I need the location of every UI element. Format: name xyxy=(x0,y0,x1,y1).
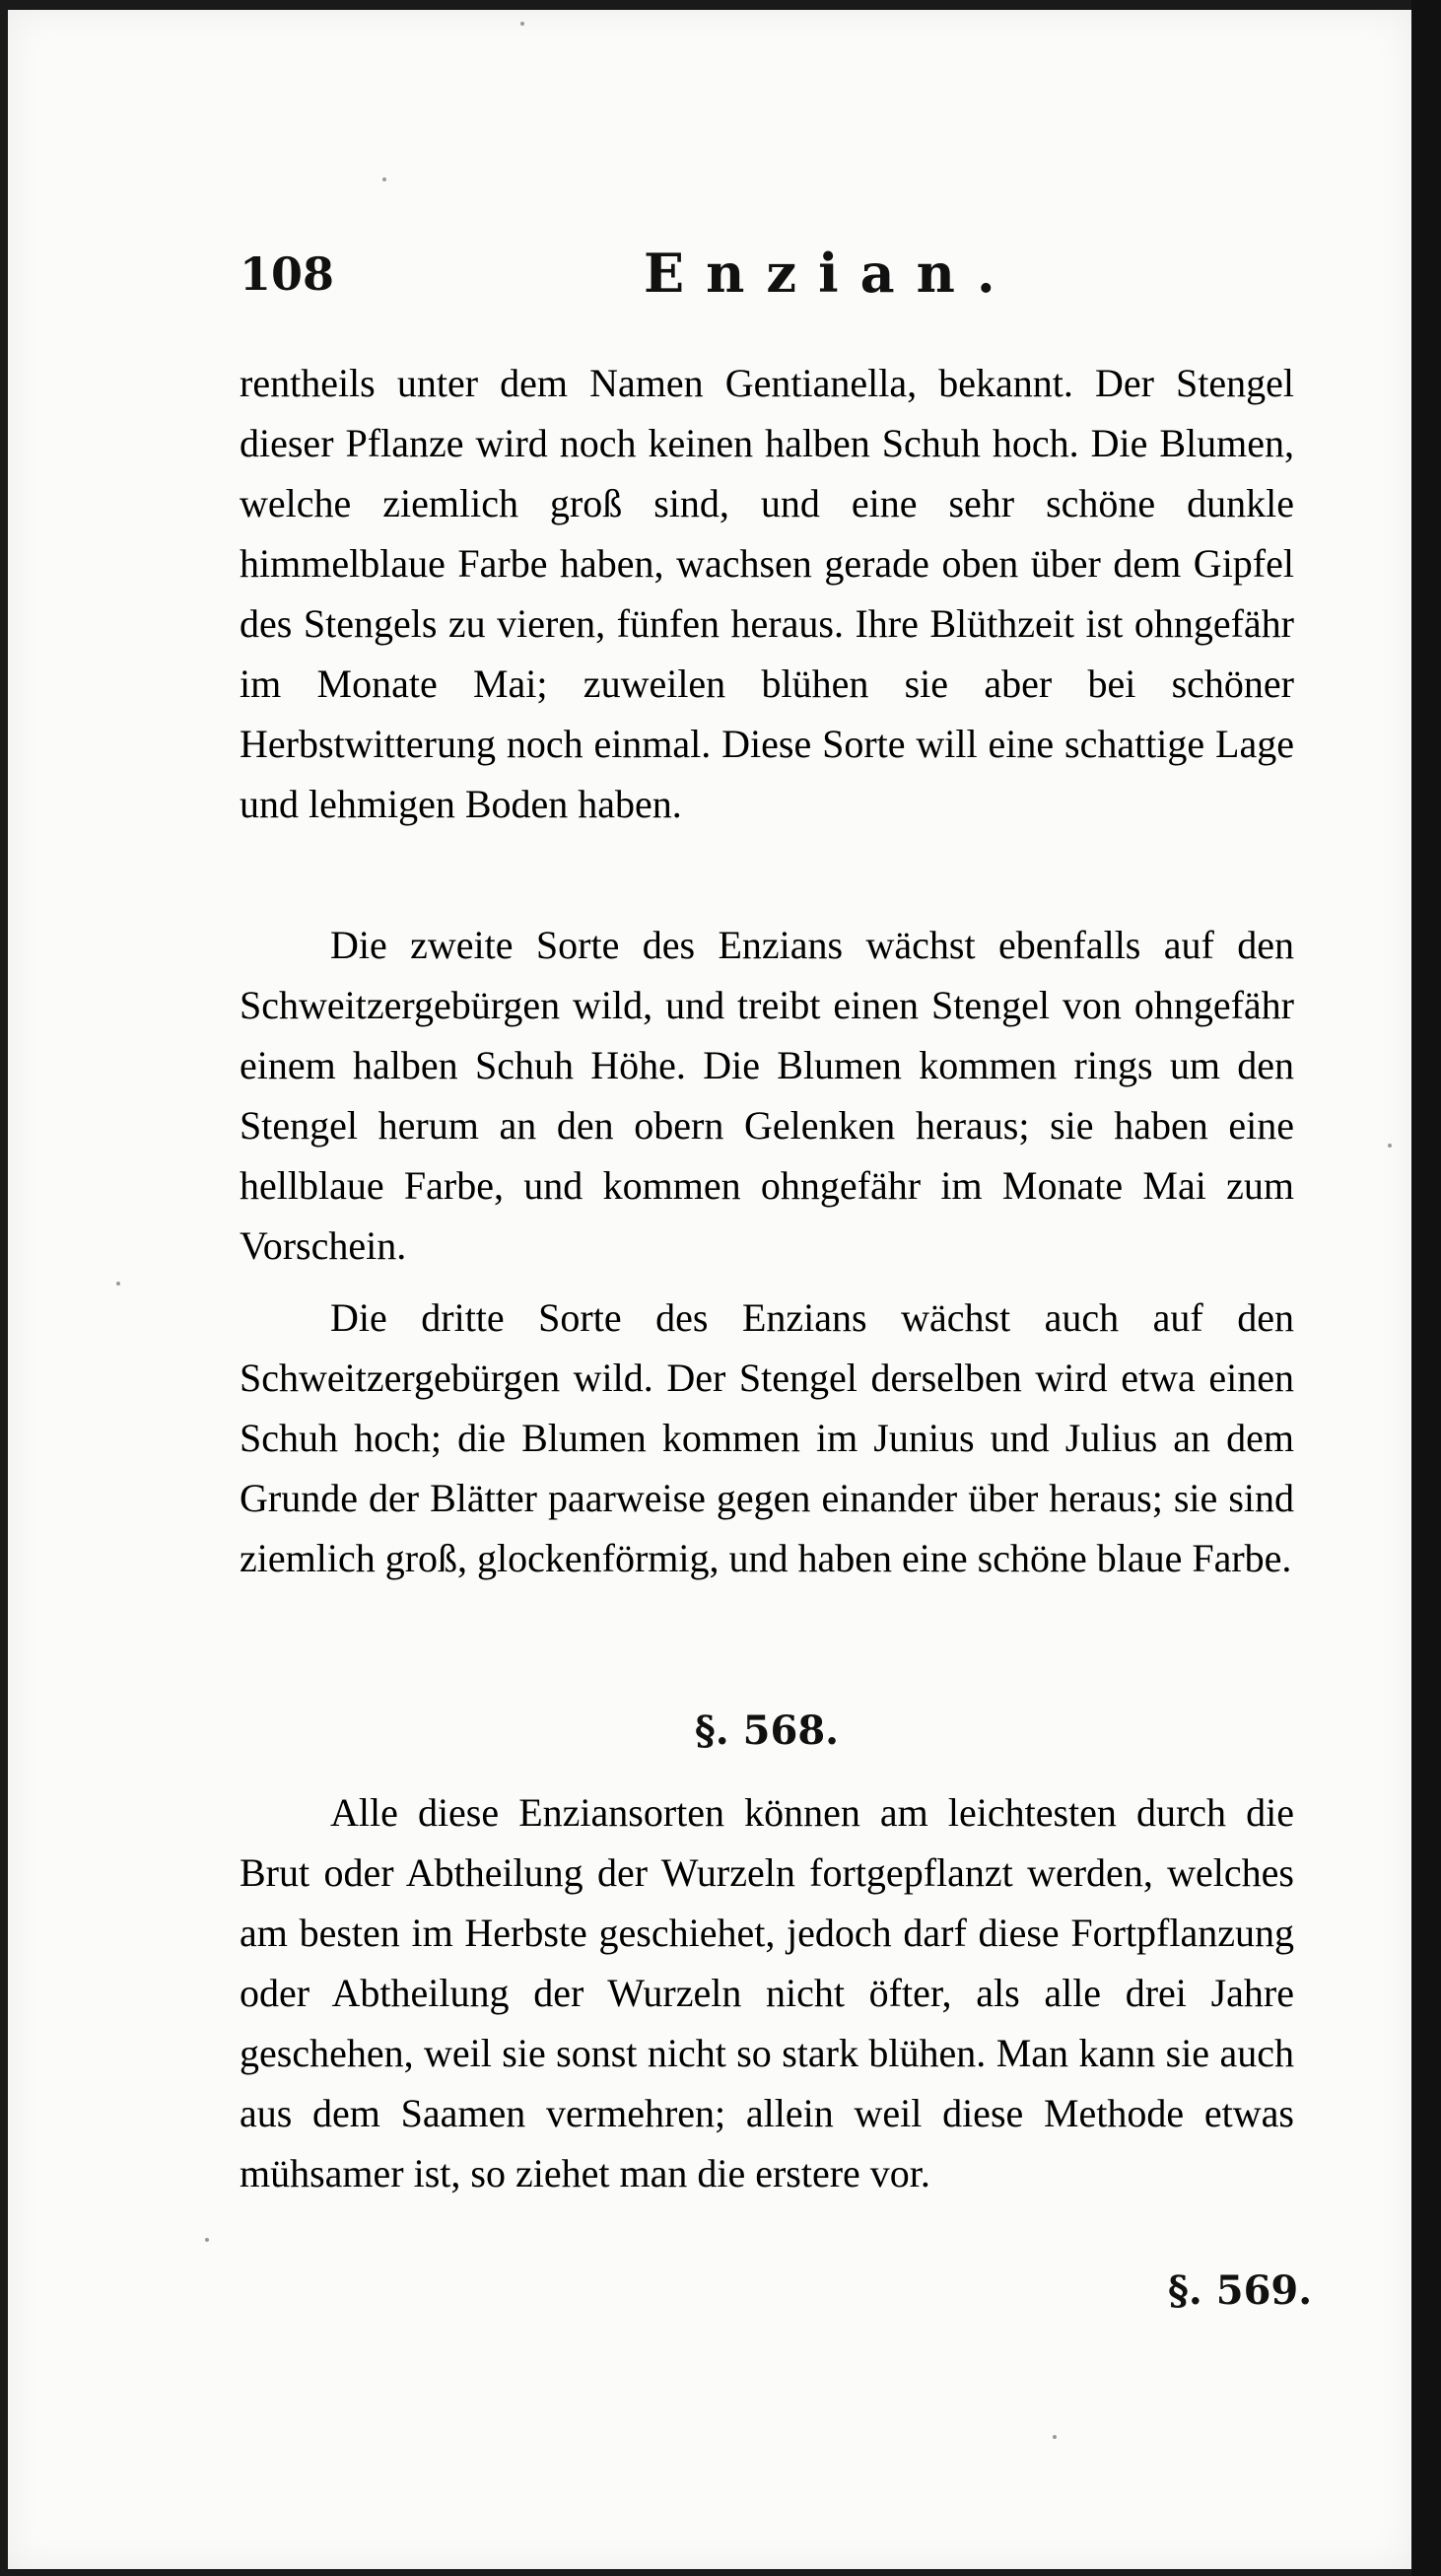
scan-speck xyxy=(1388,1144,1392,1148)
scan-speck xyxy=(205,2238,209,2242)
catchword: §. 569. xyxy=(1168,2267,1313,2314)
scan-speck xyxy=(1053,2435,1057,2439)
paragraph-propagation: Alle diese Enziansorten können am leichtesten durch die Brut oder Abtheilung der Wurzeln fortgepflanzt werden, welches am besten im Herbste geschiehet, jedoch darf diese Fortpflanzung oder Abtheilung der Wurzeln nicht öfter, als alle drei Jahre geschehen, weil sie sonst nicht so stark blühen. Man kann sie auch aus dem Saamen vermehren; allein weil diese Methode etwas mühsamer ist, so ziehet man die erstere vor. xyxy=(240,1790,1294,2195)
paragraph-second-sort: Die zweite Sorte des Enzians wächst ebenfalls auf den Schweitzergebürgen wild, und treibt einen Stengel von ohngefähr einem halben Schuh Höhe. Die Blumen kommen rings um den Stengel herum an den obern Gelenken heraus; sie haben eine hellblaue Farbe, und kommen ohngefähr im Monate Mai zum Vorschein. xyxy=(240,923,1294,1268)
paragraph-third-sort: Die dritte Sorte des Enzians wächst auch auf den Schweitzergebürgen wild. Der Stengel derselben wird etwa einen Schuh hoch; die Blumen kommen im Junius und Julius an dem Grunde der Blätter paarweise gegen einander über heraus; sie sind ziemlich groß, glockenförmig, und haben eine schöne blaue Farbe. xyxy=(240,1295,1294,1580)
scan-speck xyxy=(520,22,524,26)
running-title: Enzian. xyxy=(644,242,1017,305)
page-number: 108 xyxy=(240,247,335,301)
section-heading: §. 568. xyxy=(694,1707,840,1754)
paragraph-continuation: rentheils unter dem Namen Gentianella, bekannt. Der Stengel dieser Pflanze wird noch keinen halben Schuh hoch. Die Blumen, welche ziemlich groß sind, und eine sehr schöne dunkle himmelblaue Farbe haben, wachsen gerade oben über dem Gipfel des Stengels zu vieren, fünfen heraus. Ihre Blüthzeit ist ohngefähr im Monate Mai; zuweilen blühen sie aber bei schöner Herbstwitterung noch einmal. Diese Sorte will eine schattige Lage und lehmigen Boden haben. xyxy=(240,361,1294,826)
scan-edge xyxy=(1411,0,1441,2576)
page-header xyxy=(240,242,1294,311)
scan-speck xyxy=(116,1282,120,1286)
scan-speck xyxy=(382,177,386,181)
